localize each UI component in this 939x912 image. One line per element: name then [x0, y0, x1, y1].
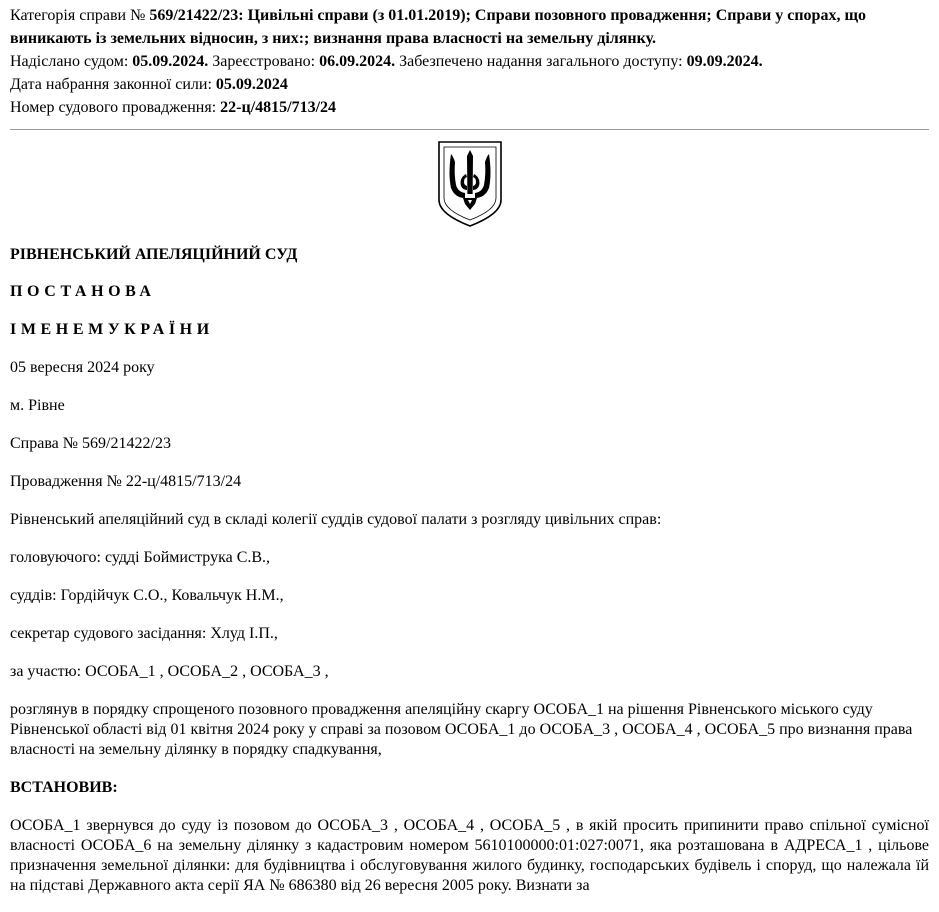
reviewed-paragraph: розглянув в порядку спрощеного позовного провадження апеляційну скаргу ОСОБА_1 на рішення Рівненського міського суду Рівненської області від 01 квітня 2024 року у справі за позовом ОСОБА_1 до ОСОБА_3 , ОСОБА_4 , ОСОБА_5 про визнання права власності на земельну ділянку в порядку спадкування,: [10, 701, 913, 758]
court-secretary: секретар судового засідання: Хлуд І.П.,: [10, 625, 278, 642]
established-heading: ВСТАНОВИВ:: [10, 779, 118, 796]
proceeding-label: Номер судового провадження:: [10, 99, 221, 116]
force-date: 05.09.2024: [215, 76, 288, 93]
emblem-container: [10, 140, 929, 228]
case-dates: [10, 50, 929, 73]
header-divider: [10, 129, 929, 130]
panel-judges: суддів: Гордійчук С.О., Ковальчук Н.М.,: [10, 587, 284, 604]
force-label: Дата набрання законної сили:: [10, 76, 216, 93]
access-date: 09.09.2024.: [686, 53, 763, 70]
proceeding-line: Провадження № 22-ц/4815/713/24: [10, 473, 242, 490]
legal-force-date: [10, 73, 929, 96]
decision-city: м. Рівне: [10, 397, 65, 414]
access-label: Забезпечено надання загального доступу:: [395, 53, 687, 70]
participants: за участю: ОСОБА_1 , ОСОБА_2 , ОСОБА_3 ,: [10, 663, 329, 680]
registered-label: Зареєстровано:: [208, 53, 320, 70]
category-value: 569/21422/23: Цивільні справи (з 01.01.2019); Справи позовного провадження; Справи у спорах, що виникають із земельних відносин, з них:; визнання права власності на земельну ділянку.: [10, 7, 866, 47]
panel-composition: Рівненський апеляційний суд в складі колегії суддів судової палати з розгляду цивільних справ:: [10, 511, 662, 528]
category-label: Категорія справи №: [10, 7, 150, 24]
sent-date: 05.09.2024.: [132, 53, 209, 70]
case-number: Справа № 569/21422/23: [10, 435, 171, 452]
document-type: ПОСТАНОВА: [10, 283, 156, 300]
case-metadata-header: [10, 4, 929, 119]
case-category: [10, 4, 929, 50]
sent-label: Надіслано судом:: [10, 53, 133, 70]
registered-date: 06.09.2024.: [319, 53, 396, 70]
trident-coat-of-arms-icon: [437, 140, 503, 228]
body-paragraph: ОСОБА_1 звернувся до суду із позовом до ОСОБА_3 , ОСОБА_4 , ОСОБА_5 , в якій просить припинити право спільної сумісної власності ОСОБА_6 на земельну ділянку з кадастровим номером 5610100000:01:027:0071, яка розташована в АДРЕСА_1 , цільове призначення земельної ділянки: для будівництва і обслуговування жилого будинку, господарських будівель і споруд, що належала їй на підставі Державного акта серії ЯА № 686380 від 26 вересня 2005 року. Визнати за: [10, 817, 929, 894]
document-subtitle: ІМЕНЕМУКРАЇНИ: [10, 321, 214, 338]
proceeding-number: [10, 96, 929, 119]
decision-date: 05 вересня 2024 року: [10, 359, 155, 376]
proceeding-value: 22-ц/4815/713/24: [220, 99, 337, 116]
presiding-judge: головуючого: судді Боймиструка С.В.,: [10, 549, 271, 566]
court-name: РІВНЕНСЬКИЙ АПЕЛЯЦІЙНИЙ СУД: [10, 246, 298, 263]
